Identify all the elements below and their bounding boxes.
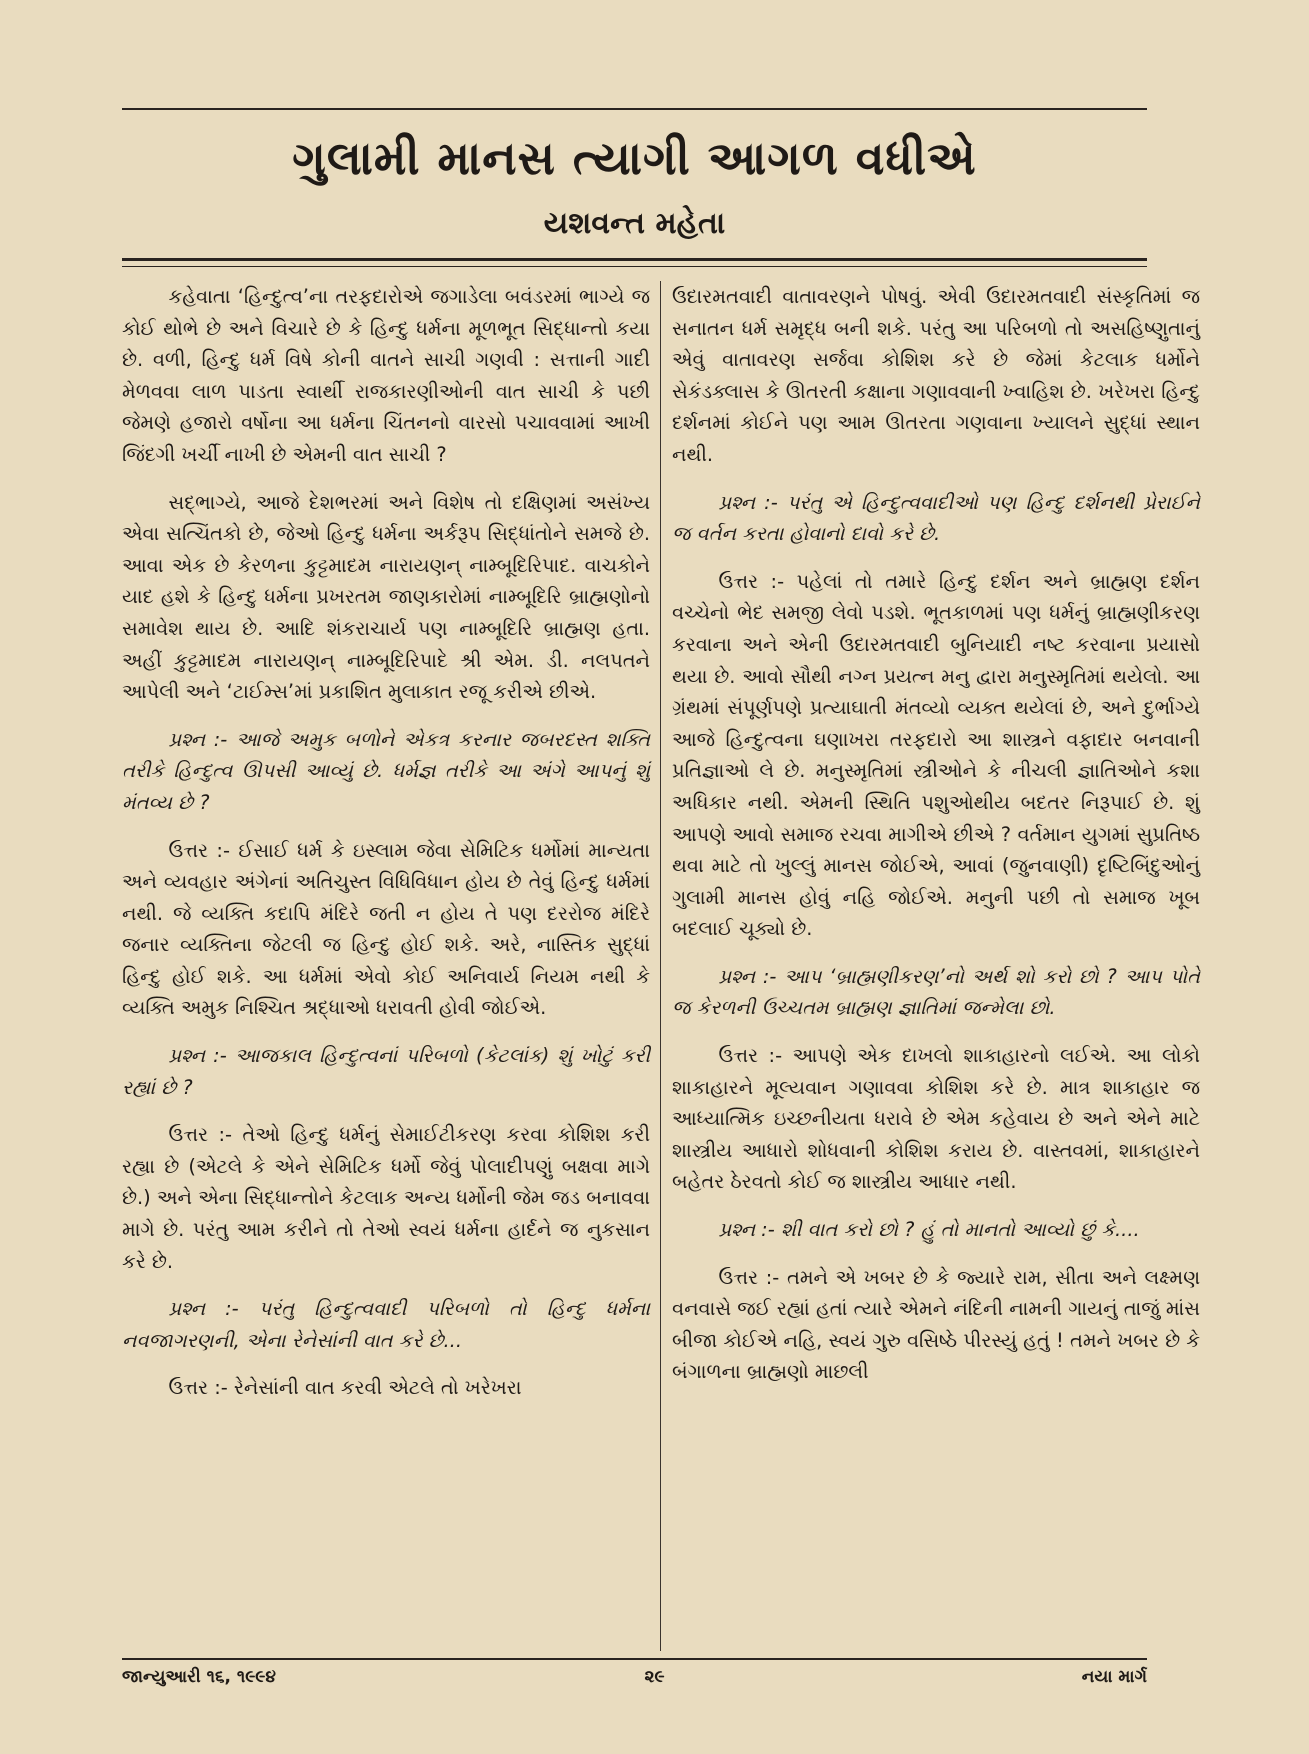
answer-6-start: ઉત્તર :- તમને એ ખબર છે કે જ્યારે રામ, સીતા અને લક્ષ્મણ વનવાસે જઈ રહ્યાં હતાં ત્યારે એમને નંદિની નામની ગાયનું તાજું માંસ બીજા કોઈએ નહિ, સ્વયં ગુરુ વસિષ્ઠે પીરસ્યું હતું ! તમને ખબર છે કે બંગાળના બ્રાહ્મણો માછલી xyxy=(672,1265,1200,1384)
footer-rule xyxy=(122,1658,1147,1660)
question-2: પ્રશ્ન :- આજકાલ હિન્દુત્વનાં પરિબળો (કેટલાંક) શું ખોટું કરી રહ્યાં છે ? xyxy=(122,1044,650,1099)
answer-2: ઉત્તર :- તેઓ હિન્દુ ધર્મનું સેમાઈટીકરણ કરવા કોશિશ કરી રહ્યા છે (એટલે કે એને સેમિટિક ધર્મો જેવું પોલાદીપણું બક્ષવા માગે છે.) અને એના સિદ્ધાન્તોને કેટલાક અન્ય ધર્મોની જેમ જડ બનાવવા માગે છે. પરંતુ આમ કરીને તો તેઓ સ્વયં ધર્મના હાર્દને જ નુકસાન કરે છે. xyxy=(122,1123,650,1273)
question-4: પ્રશ્ન :- પરંતુ એ હિન્દુત્વવાદીઓ પણ હિન્દુ દર્શનથી પ્રેરાઈને જ વર્તન કરતા હોવાનો દાવો કરે છે. xyxy=(672,490,1200,546)
answer-4: ઉત્તર :- પહેલાં તો તમારે હિન્દુ દર્શન અને બ્રાહ્મણ દર્શન વચ્ચેનો ભેદ સમજી લેવો પડશે. ભૂતકાળમાં પણ ધર્મનું બ્રાહ્મણીકરણ કરવાના અને એની ઉદારમતવાદી બુનિયાદી નષ્ટ કરવાના પ્રયાસો થયા છે. આવો સૌથી નગ્ન પ્રયત્ન મનુ દ્વારા મનુસ્મૃતિમાં થયેલો. આ ગ્રંથમાં સંપૂર્ણપણે પ્રત્યાઘાતી મંતવ્યો વ્યક્ત થયેલાં છે, અને દુર્ભાગ્યે આજે હિન્દુત્વના ઘણાખરા તરફદારો આ શાસ્ત્રને વફાદાર બનવાની પ્રતિજ્ઞાઓ લે છે. મનુસ્મૃતિમાં સ્ત્રીઓને કે નીચલી જ્ઞાતિઓને કશા અધિકાર નથી. એમની સ્થિતિ પશુઓથીય બદતર નિરૂપાઈ છે. શું આપણે આવો સમાજ રચવા માગીએ છીએ ? વર્તમાન યુગમાં સુપ્રતિષ્ઠ થવા માટે તો ખુલ્લું માનસ જોઈએ, આવાં (જુનવાણી) દૃષ્ટિબિંદુઓનું ગુલામી માનસ હોવું નહિ જોઈએ. મનુની પછી તો સમાજ ખૂબ બદલાઈ ચૂક્યો છે. xyxy=(672,569,1200,941)
question-3: પ્રશ્ન :- પરંતુ હિન્દુત્વવાદી પરિબળો તો હિન્દુ ધર્મના નવજાગરણની, એના રેનેસાંની વાત કરે છે... xyxy=(122,1297,650,1352)
column-divider xyxy=(660,281,661,1651)
answer-5: ઉત્તર :- આપણે એક દાખલો શાકાહારનો લઈએ. આ લોકો શાકાહારને મૂલ્યવાન ગણાવવા કોશિશ કરે છે. માત્ર શાકાહાર જ આધ્યાત્મિક ઇચ્છનીયતા ધરાવે છે એમ કહેવાય છે અને એને માટે શાસ્ત્રીય આધારો શોધવાની કોશિશ કરાય છે. વાસ્તવમાં, શાકાહારને બહેતર ઠેરવતો કોઈ જ શાસ્ત્રીય આધાર નથી. xyxy=(672,1044,1200,1194)
paragraph-intro: કહેવાતા ‘હિન્દુત્વ’ના તરફદારોએ જગાડેલા બવંડરમાં ભાગ્યે જ કોઈ થોભે છે અને વિચારે છે કે હિન્દુ ધર્મના મૂળભૂત સિદ્ધાન્તો કયા છે. વળી, હિન્દુ ધર્મ વિષે કોની વાતને સાચી ગણવી : સત્તાની ગાદી મેળવવા લાળ પાડતા સ્વાર્થી રાજકારણીઓની વાત સાચી કે પછી જેમણે હજારો વર્ષોના આ ધર્મના ચિંતનનો વારસો પચાવવામાં આખી જિંદગી ખર્ચી નાખી છે એમની વાત સાચી ? xyxy=(122,285,650,466)
top-rule xyxy=(122,108,1147,110)
paragraph-intro-2: સદ્‌ભાગ્યે, આજે દેશભરમાં અને વિશેષ તો દક્ષિણમાં અસંખ્ય એવા સત્ચિંતકો છે, જેઓ હિન્દુ ધર્મના અર્કરૂપ સિદ્ધાંતોને સમજે છે. આવા એક છે કેરળના કુટ્ટમાદમ નારાયણન્ નામ્બૂદિરિપાદ. વાચકોને યાદ હશે કે હિન્દુ ધર્મના પ્રખરતમ જાણકારોમાં નામ્બૂદિરિ બ્રાહ્મણોનો સમાવેશ થાય છે. આદિ શંકરાચાર્ય પણ નામ્બૂદિરિ બ્રાહ્મણ હતા. અહીં કુટ્ટમાદમ નારાયણન્ નામ્બૂદિરિપાદે શ્રી એમ. ડી. નલપતને આપેલી અને ‘ટાઈમ્સ’માં પ્રકાશિત મુલાકાત રજૂ કરીએ છીએ. xyxy=(122,490,650,704)
article-author: યશવન્ત મહેતા xyxy=(543,206,726,241)
question-1: પ્રશ્ન :- આજે અમુક બળોને એકત્ર કરનાર જબરદસ્ત શક્તિ તરીકે હિન્દુત્વ ઊપસી આવ્યું છે. ધર્મજ્ઞ તરીકે આ અંગે આપનું શું મંતવ્ય છે ? xyxy=(122,727,650,814)
question-6: પ્રશ્ન :- શી વાત કરો છો ? હું તો માનતો આવ્યો છું કે.... xyxy=(718,1218,1140,1242)
header-rule-thick xyxy=(122,258,1147,261)
answer-3-start: ઉત્તર :- રેનેસાંની વાત કરવી એટલે તો ખરેખરા xyxy=(168,1376,522,1400)
footer-date: જાન્યુઆરી ૧૬, ૧૯૯૪ xyxy=(122,1667,276,1687)
left-column xyxy=(122,281,650,1420)
answer-1: ઉત્તર :- ઈસાઈ ધર્મ કે ઇસ્લામ જેવા સેમિટિક ધર્મોમાં માન્યતા અને વ્યવહાર અંગેનાં અતિચુસ્ત વિધિવિધાન હોય છે તેવું હિન્દુ ધર્મમાં નથી. જે વ્યક્તિ કદાપિ મંદિરે જતી ન હોય તે પણ દરરોજ મંદિરે જનાર વ્યક્તિના જેટલી જ હિન્દુ હોઈ શકે. અરે, નાસ્તિક સુદ્ધાં હિન્દુ હોઈ શકે. આ ધર્મમાં એવો કોઈ અનિવાર્ય નિયમ નથી કે વ્યક્તિ અમુક નિશ્ચિત શ્રદ્ધાઓ ધરાવતી હોવી જોઈએ. xyxy=(122,838,650,1020)
right-column xyxy=(672,281,1200,1404)
header-rule-thin xyxy=(122,266,1147,267)
footer-magazine-name: નયા માર્ગ xyxy=(1081,1667,1147,1687)
answer-3-continued: ઉદારમતવાદી વાતાવરણને પોષવું. એવી ઉદારમતવાદી સંસ્કૃતિમાં જ સનાતન ધર્મ સમૃદ્ધ બની શકે. પરંતુ આ પરિબળો તો અસહિષ્ણુતાનું એવું વાતાવરણ સર્જવા કોશિશ કરે છે જેમાં કેટલાક ધર્મોને સેકંડક્લાસ કે ઊતરતી કક્ષાના ગણાવવાની ખ્વાહિશ છે. ખરેખરા હિન્દુ દર્શનમાં કોઈને પણ આમ ઊતરતા ગણવાના ખ્યાલને સુદ્ધાં સ્થાન નથી. xyxy=(672,285,1200,466)
question-5: પ્રશ્ન :- આપ ‘બ્રાહ્મણીકરણ’નો અર્થ શો કરો છો ? આપ પોતે જ કેરળની ઉચ્ચતમ બ્રાહ્મણ જ્ઞાતિમાં જન્મેલા છો. xyxy=(672,964,1200,1020)
footer-page-number: ૨૯ xyxy=(644,1667,665,1687)
article-title: ગુલામી માનસ ત્યાગી આગળ વધીએ xyxy=(292,131,977,185)
